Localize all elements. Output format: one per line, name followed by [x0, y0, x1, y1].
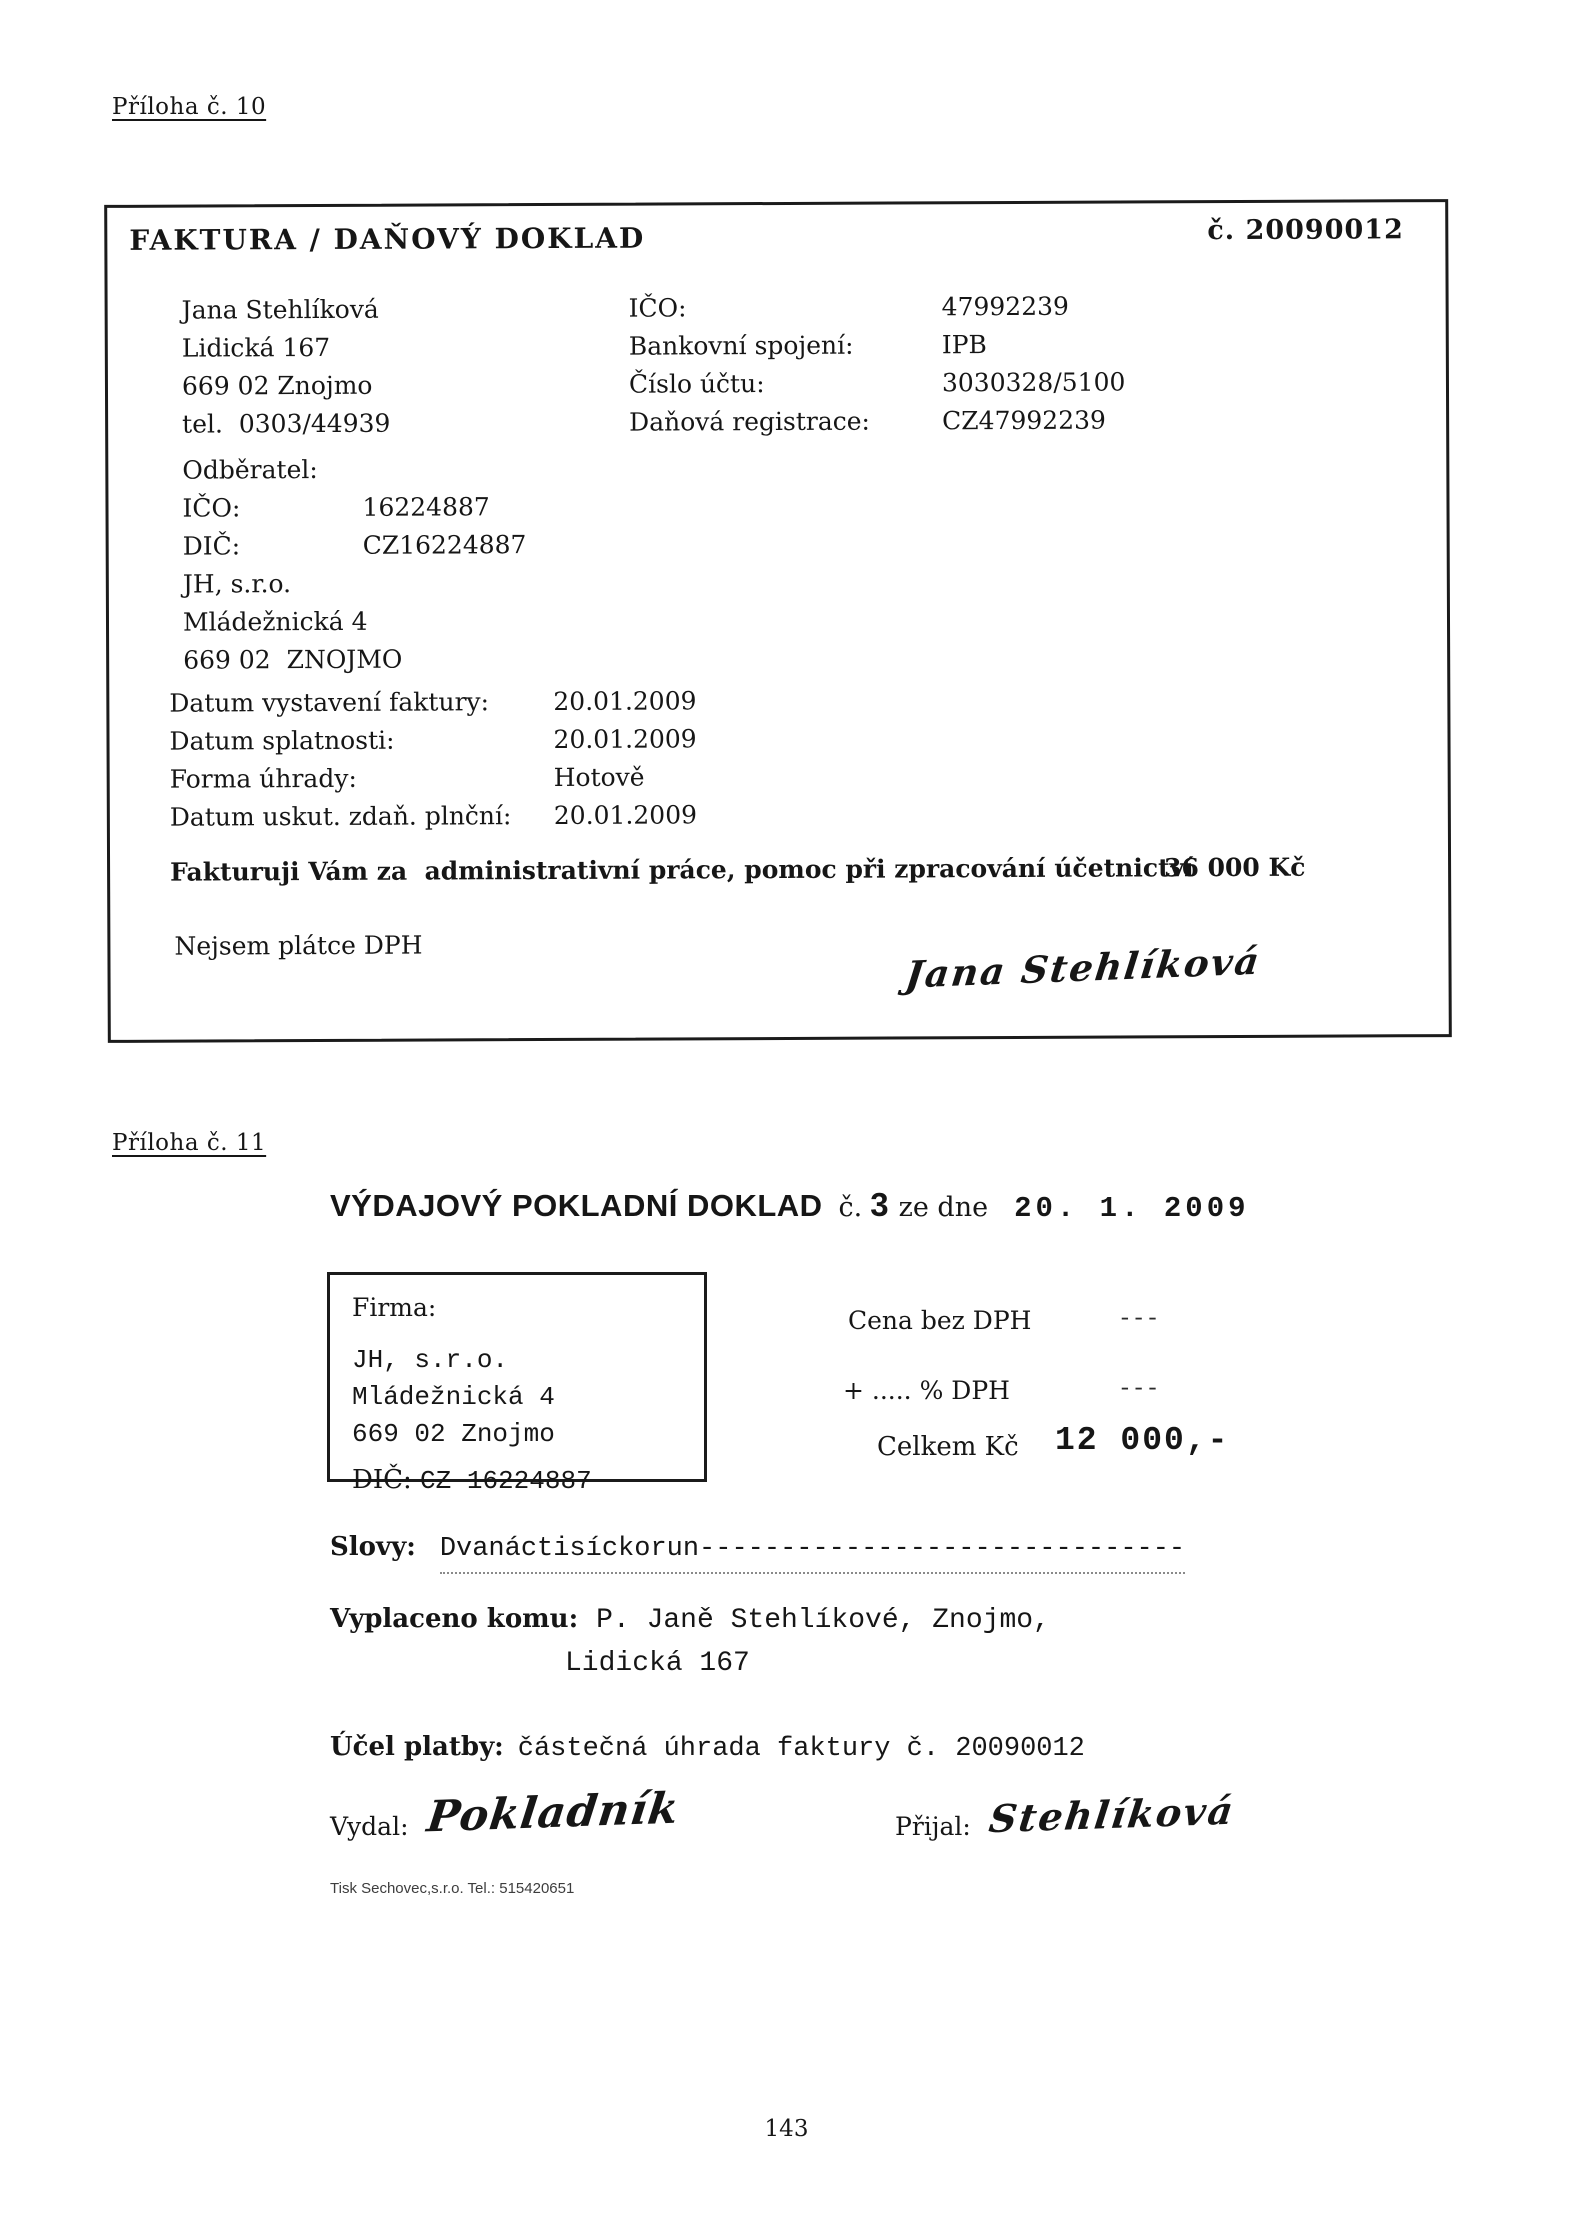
receipt-date: 20. 1. 2009: [1014, 1192, 1250, 1225]
tax-reg-value: CZ47992239: [942, 405, 1106, 436]
due-date-label: Datum splatnosti:: [169, 725, 395, 756]
customer-dic-row: [183, 526, 527, 565]
receipt-number: 3: [870, 1186, 889, 1223]
issued-by-label: Vydal:: [330, 1812, 409, 1841]
invoice-dates-block: [169, 682, 697, 836]
received-by-label: Přijal:: [895, 1812, 971, 1841]
receipt-date-label: ze dne: [898, 1192, 989, 1223]
supplier-name: Jana Stehlíková: [181, 294, 379, 325]
customer-dic-label: DIČ:: [182, 531, 241, 561]
attachment-11-heading: Příloha č. 11: [112, 1130, 267, 1156]
receipt-number-label: č.: [838, 1192, 863, 1223]
ico-label: IČO:: [628, 293, 687, 323]
customer-city: 669 02 ZNOJMO: [183, 644, 403, 675]
payment-form-value: Hotově: [553, 762, 645, 792]
bank-value: IPB: [941, 330, 987, 360]
registration-row: [629, 363, 1126, 403]
vat-percent-value: ---: [1118, 1376, 1160, 1402]
customer-ico-value: 16224887: [362, 492, 490, 522]
customer-dic-value: CZ16224887: [362, 530, 527, 560]
ico-value: 47992239: [941, 291, 1069, 322]
taxable-date-value: 20.01.2009: [553, 800, 698, 830]
vat-percent-label: + ..... % DPH: [843, 1376, 1010, 1405]
customer-street: Mládežnická 4: [182, 606, 368, 637]
taxable-date-row: [170, 796, 697, 836]
vat-note: Nejsem plátce DPH: [174, 930, 423, 961]
supplier-city: 669 02 Znojmo: [181, 370, 373, 401]
issued-by-signature: Pokladník: [424, 1783, 683, 1843]
supplier-registration-block: [629, 287, 1126, 441]
registration-row: [629, 401, 1126, 441]
invoice-subject-line: Fakturuji Vám za administrativní práce, pomoc při zpracování účetnictví: [170, 853, 1194, 887]
due-date-value: 20.01.2009: [553, 724, 697, 754]
total-value: 12 000,-: [1055, 1422, 1230, 1459]
bank-label: Bankovní spojení:: [628, 330, 854, 361]
issue-date-row: [169, 682, 696, 722]
invoice-amount: 36 000 Kč: [1164, 852, 1306, 883]
payee-name: P. Janě Stehlíkové, Znojmo,: [596, 1605, 1050, 1636]
payee-address: Lidická 167: [565, 1648, 750, 1679]
registration-row: [629, 325, 1126, 365]
customer-block: [182, 450, 527, 679]
receipt-title-row: [330, 1186, 1250, 1225]
account-label: Číslo účtu:: [628, 369, 765, 399]
amount-in-words-value: Dvanáctisíckorun------------------------------: [440, 1534, 1185, 1574]
firma-name: JH, s.r.o.: [352, 1345, 509, 1375]
payee-row: [330, 1604, 1050, 1636]
price-without-vat-label: Cena bez DPH: [848, 1306, 1032, 1335]
supplier-signature: Jana Stehlíková: [903, 938, 1264, 997]
firma-dic-row: [352, 1465, 704, 1496]
payment-form-row: [170, 758, 697, 798]
payee-label: Vyplaceno komu:: [330, 1604, 579, 1634]
invoice-title: FAKTURA / DAŇOVÝ DOKLAD: [129, 221, 646, 257]
tax-reg-label: Daňová registrace:: [629, 406, 870, 437]
firma-box: [327, 1272, 707, 1496]
registration-row: [629, 287, 1126, 327]
price-without-vat-value: ---: [1118, 1306, 1160, 1332]
taxable-date-label: Datum uskut. zdaň. plnční:: [169, 801, 512, 832]
firma-label: Firma:: [352, 1293, 437, 1322]
printer-footer-note: Tisk Sechovec,s.r.o. Tel.: 515420651: [330, 1880, 575, 1897]
payment-purpose-label: Účel platby:: [330, 1732, 504, 1762]
invoice-document: [104, 199, 1452, 1043]
firma-street: Mládežnická 4: [352, 1382, 555, 1412]
amount-in-words-label: Slovy:: [330, 1532, 416, 1562]
page-number: 143: [764, 2116, 809, 2142]
attachment-10-heading: Příloha č. 10: [112, 94, 267, 120]
supplier-phone: tel. 0303/44939: [182, 408, 391, 439]
customer-name: JH, s.r.o.: [182, 569, 292, 599]
invoice-number: č. 20090012: [1207, 214, 1404, 247]
supplier-street: Lidická 167: [181, 332, 331, 363]
issue-date-label: Datum vystavení faktury:: [169, 687, 490, 718]
customer-ico-row: [182, 488, 526, 527]
received-by-signature: Stehlíková: [986, 1787, 1238, 1842]
firma-address: [352, 1342, 704, 1453]
firma-dic-label: DIČ:: [352, 1465, 412, 1495]
payment-purpose-row: [330, 1732, 1085, 1764]
account-value: 3030328/5100: [941, 367, 1126, 398]
firma-city: 669 02 Znojmo: [352, 1419, 555, 1449]
receipt-title: VÝDAJOVÝ POKLADNÍ DOKLAD: [330, 1188, 823, 1223]
customer-heading: Odběratel:: [182, 455, 318, 485]
customer-ico-label: IČO:: [182, 493, 241, 523]
amount-in-words-row: [330, 1532, 1185, 1574]
firma-dic-value: CZ 16224887: [420, 1466, 592, 1496]
supplier-address-block: [182, 291, 391, 444]
issue-date-value: 20.01.2009: [553, 686, 697, 716]
payment-form-label: Forma úhrady:: [169, 763, 357, 794]
due-date-row: [169, 720, 696, 760]
payment-purpose-value: částečná úhrada faktury č. 20090012: [517, 1734, 1085, 1764]
total-label: Celkem Kč: [877, 1432, 1019, 1462]
